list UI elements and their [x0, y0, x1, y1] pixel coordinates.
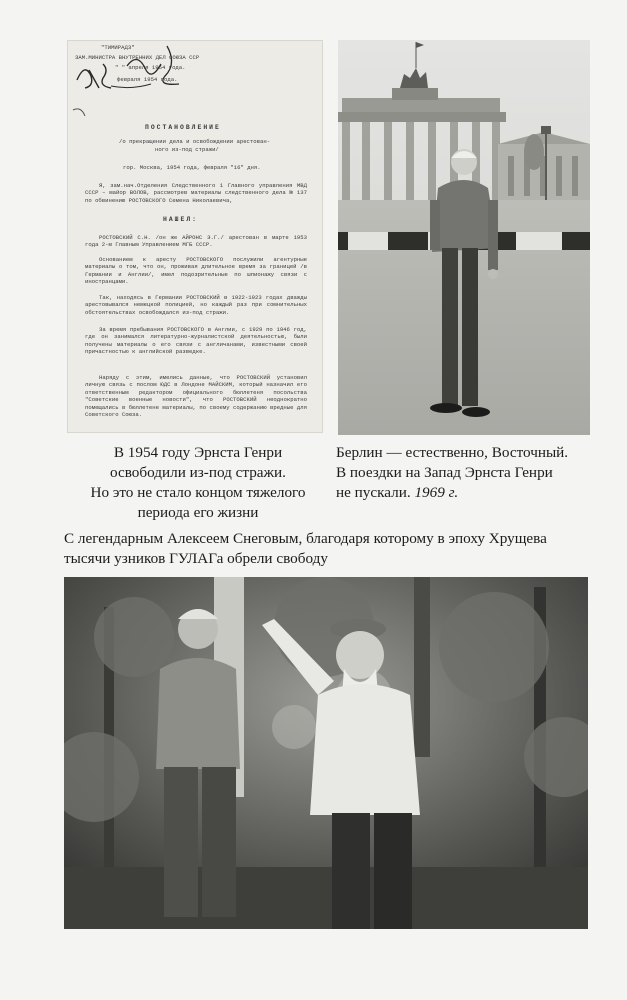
doc-stamp-line1: "ТИМИРАДЗ"	[101, 44, 135, 51]
doc-paragraph-4: Так, находясь в Германии РОСТОВСКИЙ в 1922-1923 годах дважды арестовывался немецкой полицией, но каждый раз при сомнительных обстоятельствах освобождался из-под стражи.	[85, 294, 307, 316]
archival-document-scan	[67, 40, 323, 433]
caption-document	[67, 443, 329, 523]
handwritten-signature-marks	[67, 40, 323, 120]
caption-document-line2: освободили из-под стражи.	[110, 464, 286, 481]
doc-date-line: февраля 1954 года.	[117, 76, 178, 83]
caption-snegov-line2: тысячи узников ГУЛАГа обрели свободу	[64, 550, 328, 567]
doc-subtitle-1: /о прекращении дела и освобождении арестован-	[119, 138, 271, 145]
doc-paragraph-3: Основанием к аресту РОСТОВСКОГО послужили агентурные материалы о том, что он, проживая длительное время за границей /в Германии и Англии/, имел подозрительные по шпионажу связи с иностранцами.	[85, 256, 307, 286]
two-men-in-forest-photo	[64, 577, 588, 929]
caption-document-line4: периода его жизни	[137, 504, 259, 521]
doc-city-date: гор. Москва, 1954 года, февраля "16" дня.	[123, 164, 261, 171]
caption-berlin-line1: Берлин — естественно, Восточный.	[336, 444, 569, 461]
caption-snegov-line1: С легендарным Алексеем Снеговым, благодаря которому в эпоху Хрущева	[64, 530, 547, 547]
caption-berlin-line3: не пускали.	[336, 484, 411, 501]
doc-title: ПОСТАНОВЛЕНИЕ	[145, 124, 221, 131]
caption-document-line3: Но это не стало концом тяжелого	[90, 484, 306, 501]
caption-snegov	[64, 529, 594, 569]
caption-berlin-line2: В поездки на Запад Эрнста Генри	[336, 464, 553, 481]
caption-document-line1: В 1954 году Эрнста Генри	[113, 444, 283, 461]
doc-paragraph-2: РОСТОВСКИЙ С.Н. /он же АЙРОНС Э.Г./ арестован в марте 1953 года 2-м Главным Управлением МГБ СССР.	[85, 234, 307, 249]
doc-paragraph-6: Наряду с этим, имелись данные, что РОСТОВСКИЙ установил личную связь с послом ЮДС в Лондоне МАЙСКИМ, который назначил его ответственным редактором официального бюллетеня посольства "Советские военные новости", что РОСТОВСКИЙ неоднократно помещались в бюллетене материалы, по своему содержанию вредные для Советского Союза.	[85, 374, 307, 419]
doc-subtitle-2: ного из-под стражи/	[155, 146, 219, 153]
doc-paragraph-5: За время пребывания РОСТОВСКОГО в Англии, с 1929 по 1946 год, где он занимался литературно-журналистской деятельностью, были получены материалы о его связи с англичанами, известными своей причастностью к английской разведке.	[85, 326, 307, 356]
doc-stamp-line3: " " апреля 1954 года.	[115, 64, 186, 71]
caption-berlin	[336, 443, 598, 503]
caption-berlin-year: 1969 г.	[414, 484, 459, 501]
doc-paragraph-1: Я, зам.нач.Отделения Следственного 1 Главного управления МВД СССР – майор ВОЛОВ, рассмотрев материалы следственного дела № 137 по обвинению РОСТОВСКОГО Семена Николаевича,	[85, 182, 307, 204]
doc-stamp-line2: ЗАМ.МИНИСТРА ВНУТРЕННИХ ДЕЛ СОЮЗА ССР	[75, 54, 200, 61]
berlin-brandenburg-gate-photo	[338, 40, 590, 435]
doc-found-heading: НАШЕЛ:	[163, 216, 199, 223]
